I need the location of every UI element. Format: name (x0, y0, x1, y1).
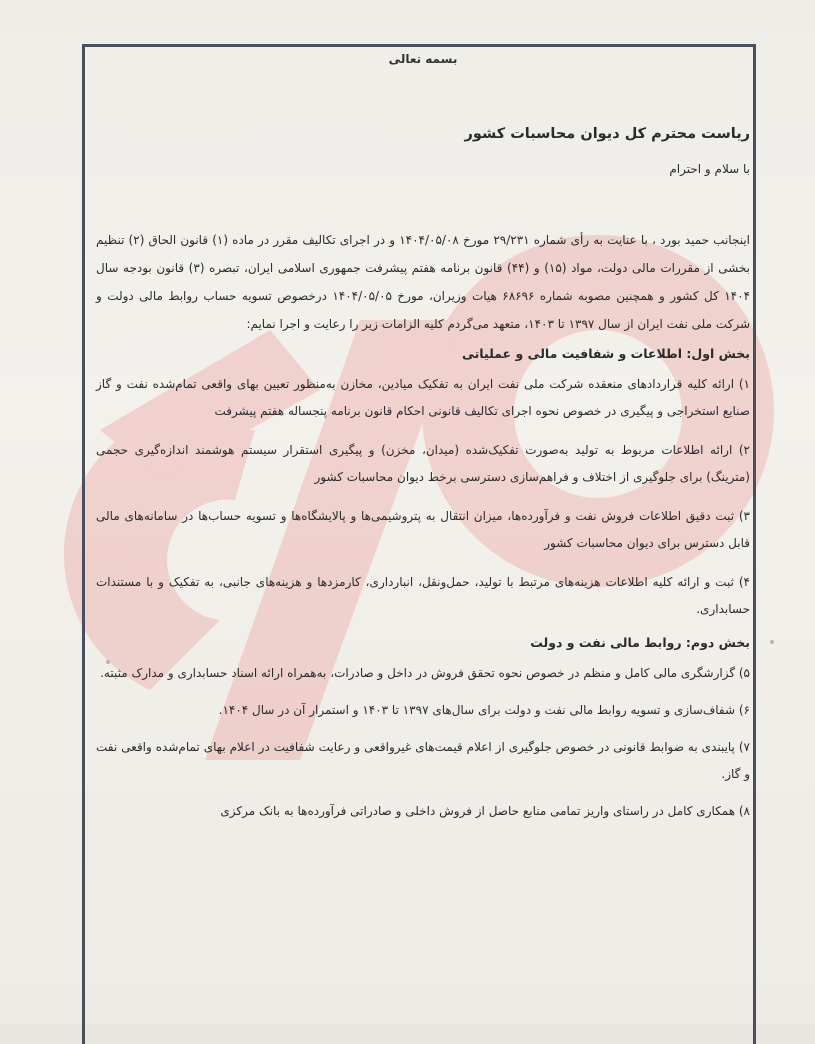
list-item: ۶) شفاف‌سازی و تسویه روابط مالی نفت و دولت برای سال‌های ۱۳۹۷ تا ۱۴۰۳ و استمرار آن در سال ۱۴۰۴. (218, 703, 750, 717)
list-item: ۷) پایبندی به ضوابط قانونی در خصوص جلوگیری از اعلام قیمت‌های غیرواقعی و رعایت شفافیت در اعلام بهای تمام‌شده واقعی نفت و گاز. (96, 740, 750, 781)
list-item: ۸) همکاری کامل در راستای واریز تمامی منابع حاصل از فروش داخلی و صادراتی فرآورده‌ها به بانک مرکزی (220, 804, 750, 818)
recipient-line: ریاست محترم کل دیوان محاسبات کشور (464, 126, 750, 142)
bismillah-heading: بسمه تعالی (388, 52, 458, 66)
letter-body (92, 52, 754, 835)
greeting-line: با سلام و احترام (669, 162, 750, 176)
section-title-2: بخش دوم: روابط مالی نفت و دولت (530, 635, 750, 650)
intro-paragraph: اینجانب حمید بورد ، با عنایت به رأی شماره ۲۹/۲۳۱ مورخ ۱۴۰۴/۰۵/۰۸ و در اجرای تکالیف مقرر در ماده (۱) قانون الحاق (۲) تنظیم بخشی از مقررات مالی دولت، مواد (۱۵) و (۴۴) قانون برنامه هفتم پیشرفت جمهوری اسلامی ایران، تبصره (۳) قانون بودجه سال ۱۴۰۴ کل کشور و همچنین مصوبه شماره ۶۸۶۹۶ هیات وزیران، مورخ ۱۴۰۴/۰۵/۰۵ درخصوص تسویه حساب روابط مالی دولت و شرکت ملی نفت ایران از سال ۱۳۹۷ تا ۱۴۰۳، متعهد می‌گردم کلیه الزامات زیر را رعایت و اجرا نمایم: (96, 233, 751, 331)
list-item: ۳) ثبت دقیق اطلاعات فروش نفت و فرآورده‌ها، میزان انتقال به پتروشیمی‌ها و پالایشگاه‌ها و تسویه حساب‌ها در سامانه‌های مالی قابل دسترس برای دیوان محاسبات کشور (96, 509, 750, 550)
list-item: ۵) گزارشگری مالی کامل و منظم در خصوص نحوه تحقق فروش در داخل و صادرات، به‌همراه ارائه اسناد حسابداری و مدارک مثبته. (100, 666, 750, 680)
section-title-1: بخش اول: اطلاعات و شفافیت مالی و عملیاتی (461, 346, 750, 361)
list-item: ۴) ثبت و ارائه کلیه اطلاعات هزینه‌های مرتبط با تولید، حمل‌ونقل، انبارداری، کارمزدها و هزینه‌های جانبی، به تفکیک و با مستندات حسابداری. (96, 575, 750, 616)
list-item: ۱) ارائه کلیه قراردادهای منعقده شرکت ملی نفت ایران به تفکیک میادین، مخازن به‌منظور تعیین بهای واقعی تمام‌شده نفت و گاز صنایع استخراجی و پیگیری در خصوص نحوه اجرای تکالیف قانونی احکام قانون برنامه پنجساله هفتم پیشرفت (96, 377, 750, 418)
list-item: ۲) ارائه اطلاعات مربوط به تولید به‌صورت تفکیک‌شده (میدان، مخزن) و پیگیری استقرار سیستم هوشمند اندازه‌گیری حجمی (مترینگ) برای جلوگیری از اختلاف و فراهم‌سازی دسترسی برخط دیوان محاسبات کشور (96, 443, 750, 484)
speck (770, 640, 774, 644)
